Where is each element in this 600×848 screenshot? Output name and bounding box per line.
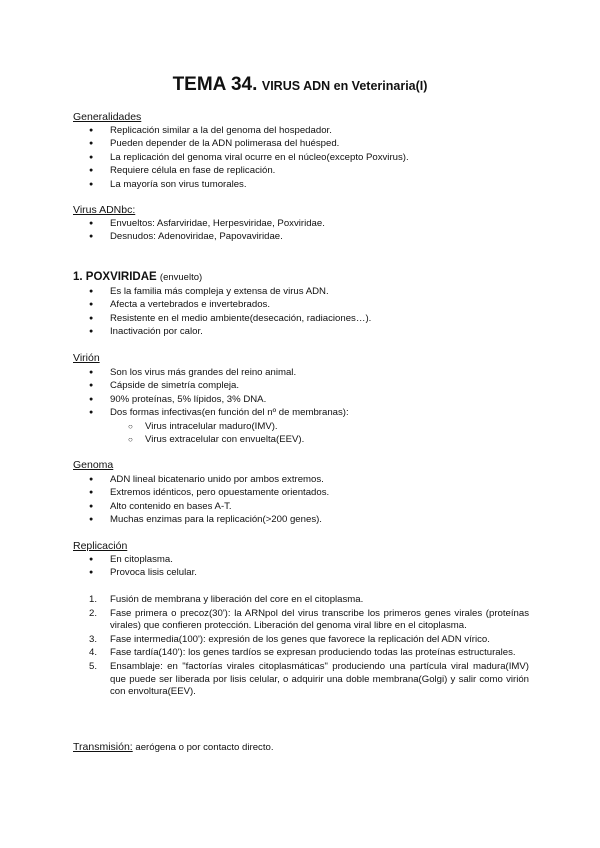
list-item: ● Cápside de simetría compleja. <box>0 379 349 392</box>
generalidades-heading: Generalidades <box>73 111 142 123</box>
adnbc-heading: Virus ADNbc: <box>73 204 136 216</box>
replicacion-steps <box>0 594 529 700</box>
transmision-line <box>73 741 274 753</box>
step-text: Ensamblaje: en "factorías virales citoplasmáticas" produciendo una partícula viral madura(IMV) que puede ser liberada por lisis celular, o adquirir una doble membrana(Golgi) y salir como virión con envoltura(EEV). <box>110 660 529 698</box>
step-number: 3. <box>89 633 98 645</box>
genoma-heading: Genoma <box>73 459 114 471</box>
list-item: ● Pueden depender de la ADN polimerasa del huésped. <box>0 137 409 150</box>
list-item: ○ Virus extracelular con envuelta(EEV). <box>0 433 304 446</box>
poxviridae-heading <box>73 271 202 283</box>
virion-heading: Virión <box>73 352 100 364</box>
generalidades-list <box>0 124 409 191</box>
list-item: ● 90% proteínas, 5% lípidos, 3% DNA. <box>0 393 349 406</box>
list-item: ● Muchas enzimas para la replicación(>200 genes). <box>0 513 329 526</box>
replicacion-heading: Replicación <box>73 540 128 552</box>
step-text: Fase intermedia(100'): expresión de los genes que favorece la replicación del ADN vírico. <box>110 633 490 645</box>
poxviridae-note: (envuelto) <box>159 272 203 283</box>
list-item: ● La mayoría son virus tumorales. <box>0 178 409 191</box>
title-main: TEMA 34. <box>172 74 258 95</box>
step-text: Fusión de membrana y liberación del core en el citoplasma. <box>110 594 364 605</box>
step-item <box>0 608 529 633</box>
step-text: Fase primera o precoz(30'): la ARNpol del virus transcribe los primeros genes virales (proteínas virales) que confieren protección. Liberación del genoma viral libre en el citoplasma. <box>110 607 529 632</box>
list-item: ● Provoca lisis celular. <box>0 566 197 579</box>
list-item: ● ADN lineal bicatenario unido por ambos extremos. <box>0 473 329 486</box>
virion-list <box>0 366 349 420</box>
list-item: ● Inactivación por calor. <box>0 325 371 338</box>
replicacion-list <box>0 553 197 580</box>
list-item: ● En citoplasma. <box>0 553 197 566</box>
page-title <box>0 74 600 96</box>
transmision-text: aerógena o por contacto directo. <box>132 742 274 753</box>
step-number: 5. <box>89 660 98 672</box>
list-item: ● La replicación del genoma viral ocurre en el núcleo(excepto Poxvirus). <box>0 151 409 164</box>
adnbc-list <box>0 217 325 244</box>
step-number: 1. <box>89 594 98 605</box>
list-item: ● Dos formas infectivas(en función del nº de membranas): <box>0 406 349 419</box>
title-sub: VIRUS ADN en Veterinaria(I) <box>261 79 428 93</box>
step-text: Fase tardía(140'): los genes tardíos se expresan produciendo todas las proteínas estructurales. <box>110 647 516 659</box>
list-item: ● Extremos idénticos, pero opuestamente orientados. <box>0 486 329 499</box>
list-item: ● Requiere célula en fase de replicación. <box>0 164 409 177</box>
step-item <box>0 634 529 647</box>
virion-sublist <box>0 420 304 447</box>
list-item: ● Resistente en el medio ambiente(desecación, radiaciones…). <box>0 312 371 325</box>
step-number: 4. <box>89 647 98 659</box>
transmision-label: Transmisión: <box>73 741 133 753</box>
step-number: 2. <box>89 607 98 619</box>
list-item: ○ Virus intracelular maduro(IMV). <box>0 420 304 433</box>
list-item: ● Afecta a vertebrados e invertebrados. <box>0 298 371 311</box>
genoma-list <box>0 473 329 527</box>
poxviridae-title: 1. POXVIRIDAE <box>73 271 157 283</box>
list-item: ● Es la familia más compleja y extensa de virus ADN. <box>0 285 371 298</box>
list-item: ● Replicación similar a la del genoma del hospedador. <box>0 124 409 137</box>
step-item <box>0 594 529 607</box>
step-item <box>0 647 529 660</box>
list-item: ● Alto contenido en bases A-T. <box>0 500 329 513</box>
list-item: ● Envueltos: Asfarviridae, Herpesviridae, Poxviridae. <box>0 217 325 230</box>
list-item: ● Son los virus más grandes del reino animal. <box>0 366 349 379</box>
step-item <box>0 661 529 699</box>
list-item: ● Desnudos: Adenoviridae, Papovaviridae. <box>0 230 325 243</box>
poxviridae-list <box>0 285 371 339</box>
